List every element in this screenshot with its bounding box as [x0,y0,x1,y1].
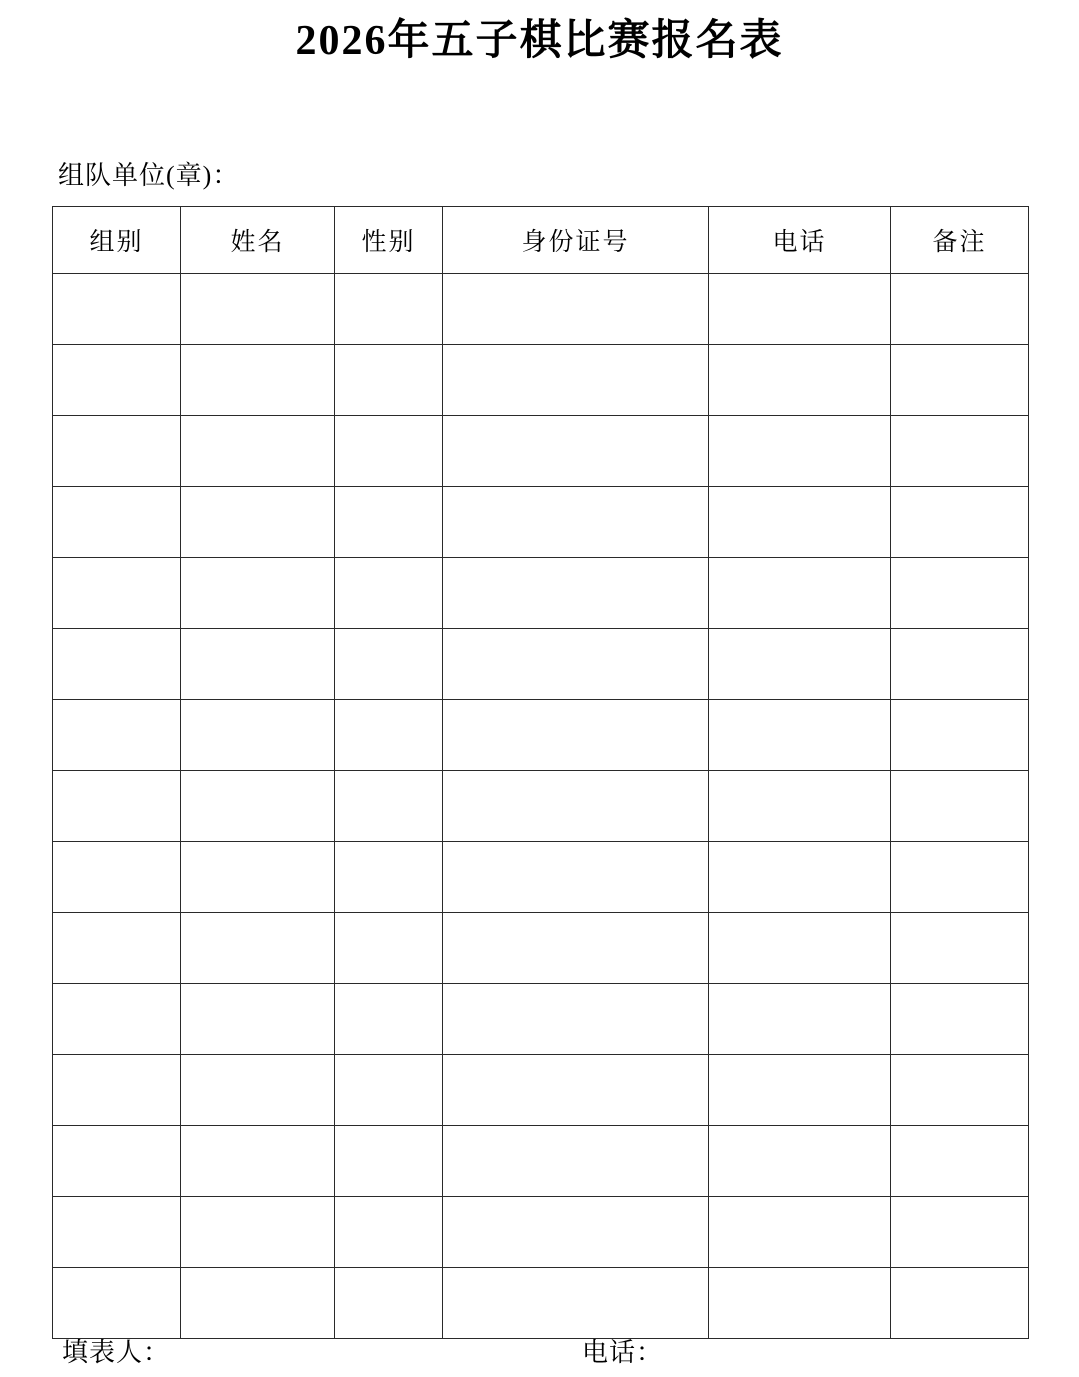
table-cell[interactable] [443,1125,709,1196]
table-cell[interactable] [335,983,443,1054]
table-cell[interactable] [709,486,891,557]
column-header-phone: 电话 [709,206,891,273]
table-row [53,486,1029,557]
table-row [53,628,1029,699]
table-cell[interactable] [443,628,709,699]
table-cell[interactable] [709,1267,891,1338]
form-filler-label: 填表人： [62,1338,171,1367]
table-cell[interactable] [891,344,1029,415]
table-cell[interactable] [443,983,709,1054]
table-cell[interactable] [335,912,443,983]
table-cell[interactable] [181,1196,335,1267]
table-cell[interactable] [181,628,335,699]
table-cell[interactable] [181,1054,335,1125]
table-cell[interactable] [181,344,335,415]
table-row [53,770,1029,841]
column-header-gender: 性别 [335,206,443,273]
table-cell[interactable] [709,273,891,344]
table-cell[interactable] [335,1125,443,1196]
column-header-id-number: 身份证号 [443,206,709,273]
table-cell[interactable] [181,912,335,983]
table-cell[interactable] [443,1054,709,1125]
table-cell[interactable] [53,841,181,912]
table-cell[interactable] [709,344,891,415]
table-cell[interactable] [181,486,335,557]
table-cell[interactable] [335,486,443,557]
table-cell[interactable] [443,415,709,486]
table-cell[interactable] [443,912,709,983]
table-cell[interactable] [709,1054,891,1125]
table-body [53,273,1029,1338]
table-cell[interactable] [709,1125,891,1196]
table-cell[interactable] [335,273,443,344]
table-cell[interactable] [891,1267,1029,1338]
table-cell[interactable] [709,557,891,628]
table-cell[interactable] [443,841,709,912]
table-cell[interactable] [709,415,891,486]
table-row [53,415,1029,486]
table-cell[interactable] [891,1054,1029,1125]
table-cell[interactable] [53,1054,181,1125]
table-cell[interactable] [891,699,1029,770]
table-row [53,1196,1029,1267]
table-cell[interactable] [335,770,443,841]
table-row [53,912,1029,983]
table-cell[interactable] [443,557,709,628]
table-cell[interactable] [709,841,891,912]
table-cell[interactable] [335,1196,443,1267]
table-cell[interactable] [53,699,181,770]
table-cell[interactable] [443,273,709,344]
table-row [53,699,1029,770]
table-cell[interactable] [443,486,709,557]
table-cell[interactable] [443,699,709,770]
table-cell[interactable] [181,841,335,912]
table-row [53,344,1029,415]
table-row [53,1054,1029,1125]
table-cell[interactable] [335,1267,443,1338]
table-row [53,557,1029,628]
table-cell[interactable] [443,1196,709,1267]
table-cell[interactable] [891,983,1029,1054]
table-cell[interactable] [709,1196,891,1267]
table-cell[interactable] [53,273,181,344]
column-header-name: 姓名 [181,206,335,273]
table-cell[interactable] [443,344,709,415]
column-header-note: 备注 [891,206,1029,273]
table-cell[interactable] [335,628,443,699]
table-cell[interactable] [53,557,181,628]
table-cell[interactable] [709,628,891,699]
table-cell[interactable] [891,557,1029,628]
table-cell[interactable] [891,486,1029,557]
table-cell[interactable] [53,344,181,415]
footer [0,1332,1079,1369]
table-cell[interactable] [53,1267,181,1338]
registration-table-wrapper [52,206,1028,1339]
table-cell[interactable] [709,983,891,1054]
table-cell[interactable] [181,415,335,486]
column-header-group: 组别 [53,206,181,273]
table-cell[interactable] [53,770,181,841]
table-cell[interactable] [53,628,181,699]
table-cell[interactable] [53,983,181,1054]
table-cell[interactable] [443,1267,709,1338]
table-cell[interactable] [181,699,335,770]
registration-table [52,206,1029,1339]
table-row [53,983,1029,1054]
table-row [53,273,1029,344]
footer-phone-label: 电话： [582,1338,664,1367]
table-cell[interactable] [53,486,181,557]
table-header-row [53,206,1029,273]
document-page [0,14,1079,1377]
table-cell[interactable] [181,557,335,628]
table-header [53,206,1029,273]
table-cell[interactable] [335,699,443,770]
table-cell[interactable] [53,415,181,486]
table-cell[interactable] [891,770,1029,841]
table-cell[interactable] [181,1125,335,1196]
table-cell[interactable] [53,912,181,983]
table-cell[interactable] [891,1125,1029,1196]
table-cell[interactable] [891,841,1029,912]
table-cell[interactable] [891,1196,1029,1267]
table-cell[interactable] [443,770,709,841]
table-cell[interactable] [335,841,443,912]
table-cell[interactable] [181,1267,335,1338]
table-cell[interactable] [709,912,891,983]
table-cell[interactable] [53,1196,181,1267]
table-cell[interactable] [891,912,1029,983]
table-cell[interactable] [181,273,335,344]
table-cell[interactable] [709,770,891,841]
table-cell[interactable] [53,1125,181,1196]
table-cell[interactable] [335,1054,443,1125]
table-cell[interactable] [891,628,1029,699]
table-row [53,841,1029,912]
page-title: 2026年五子棋比赛报名表 [295,18,784,64]
table-cell[interactable] [709,699,891,770]
table-cell[interactable] [181,770,335,841]
table-row [53,1267,1029,1338]
team-unit-label: 组队单位(章)： [58,160,240,190]
table-cell[interactable] [181,983,335,1054]
table-cell[interactable] [335,344,443,415]
table-cell[interactable] [335,415,443,486]
table-cell[interactable] [891,415,1029,486]
table-row [53,1125,1029,1196]
table-cell[interactable] [891,273,1029,344]
table-cell[interactable] [335,557,443,628]
